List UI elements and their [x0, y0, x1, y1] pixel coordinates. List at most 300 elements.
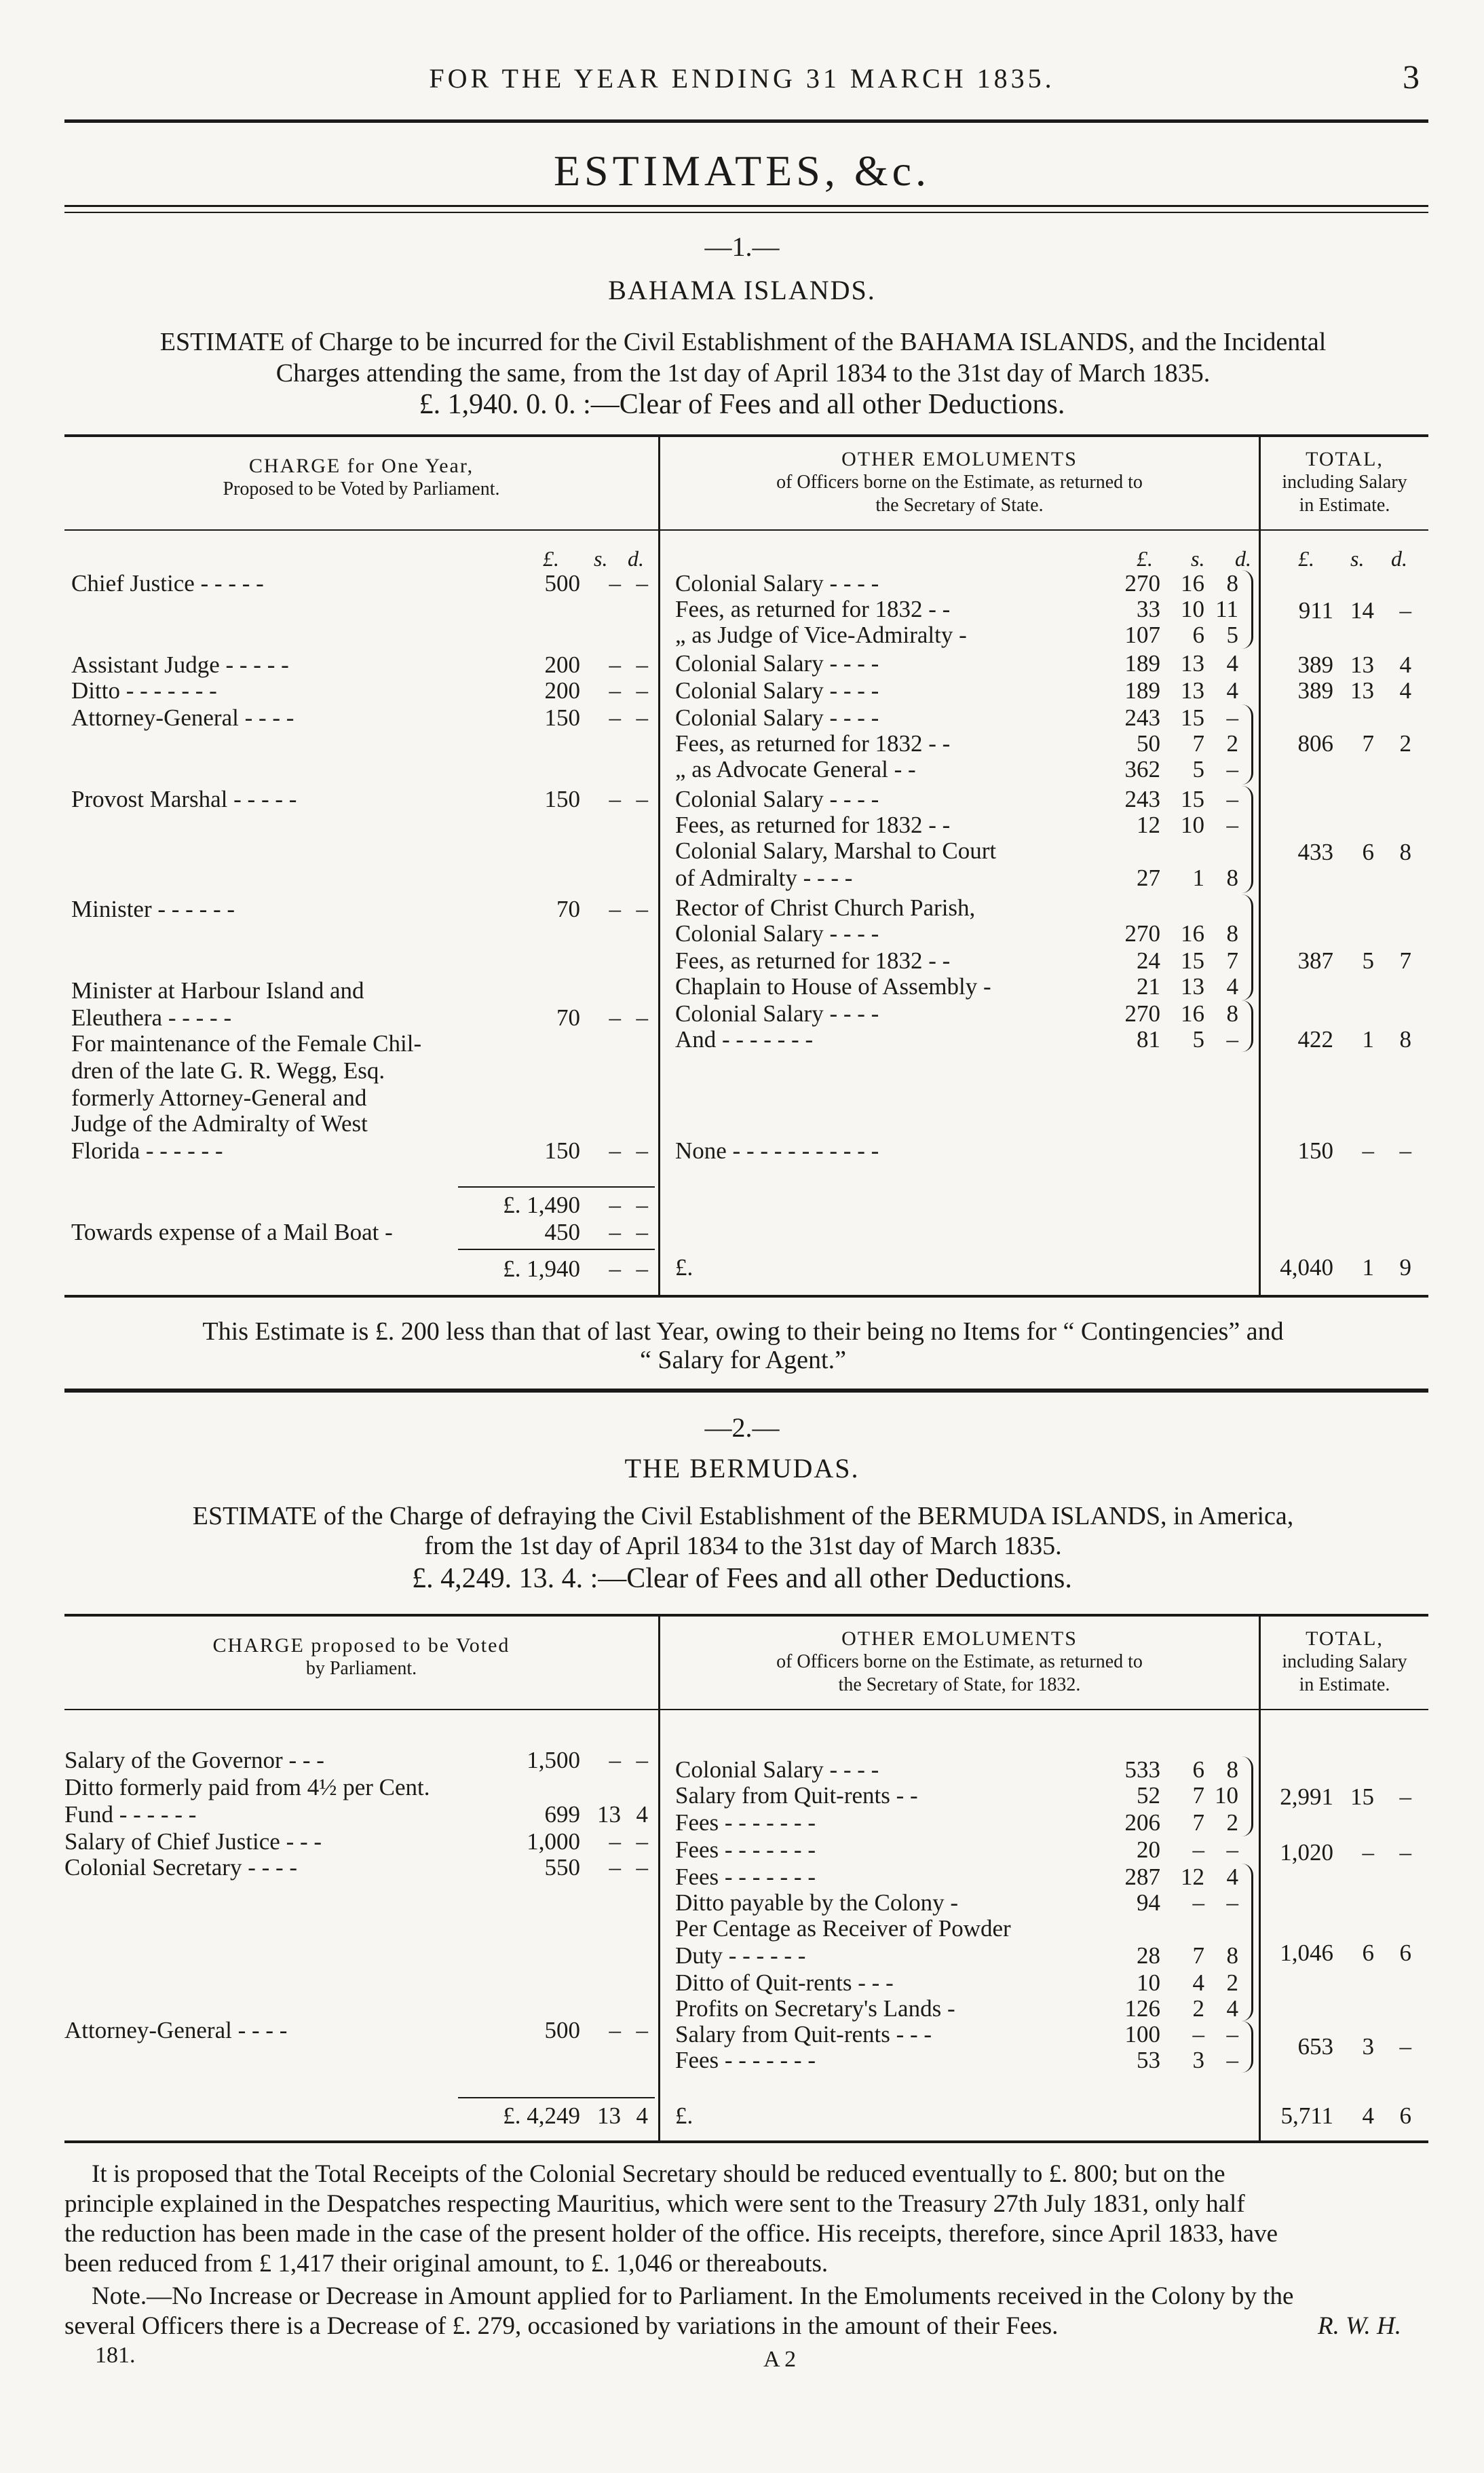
- shillings-value: –: [609, 1747, 621, 1773]
- pounds-value: 550: [544, 1854, 580, 1881]
- section-1-note-1: This Estimate is £. 200 less than that of last Year, owing to their being no Items for “ Contingencies” and: [202, 1317, 1284, 1346]
- header-line: in Estimate.: [1299, 1674, 1390, 1695]
- pence-value: –: [636, 570, 648, 597]
- shillings-value: 13: [597, 2102, 621, 2129]
- mid-row-label: Fees, as returned for 1832 - -: [675, 730, 951, 757]
- left-row-label: Attorney-General - - - -: [64, 2017, 288, 2043]
- total-pence: 4: [1399, 677, 1411, 704]
- pound-head: £.: [1298, 546, 1314, 571]
- paragraph-line: been reduced from £ 1,417 their original amount, to £. 1,046 or thereabouts.: [64, 2250, 829, 2278]
- shillings-value: –: [609, 1137, 621, 1164]
- total-pence: 2: [1399, 730, 1411, 757]
- total-pence: –: [1399, 1137, 1411, 1164]
- section-1-estimate-line-1: ESTIMATE of Charge to be incurred for the Civil Establishment of the BAHAMA ISLANDS, and the Incidental: [159, 328, 1327, 356]
- pounds-value: 50: [1137, 730, 1160, 757]
- pence-value: –: [636, 1854, 648, 1881]
- pounds-value: 206: [1124, 1809, 1160, 1836]
- total-pence: 4: [1399, 652, 1411, 678]
- pence-value: –: [1226, 2021, 1238, 2047]
- total-pounds: 911: [1298, 597, 1333, 624]
- shillings-value: 7: [1192, 1809, 1204, 1836]
- pence-value: 8: [1226, 865, 1238, 891]
- pounds-value: 150: [544, 1137, 580, 1164]
- mid-row-label: of Admiralty - - - -: [675, 865, 853, 891]
- mid-row-label: And - - - - - - -: [675, 1026, 814, 1053]
- shillings-value: 7: [1192, 1782, 1204, 1809]
- shillings-value: 4: [1192, 1969, 1204, 1996]
- left-row-label: Salary of Chief Justice - - -: [64, 1828, 322, 1855]
- pence-value: 4: [1226, 677, 1238, 704]
- pounds-value: 28: [1137, 1942, 1160, 1969]
- pence-value: –: [636, 896, 648, 922]
- shillings-value: –: [1192, 2021, 1204, 2047]
- pounds-value: 450: [544, 1219, 580, 1245]
- total-pounds: 1,046: [1280, 1940, 1333, 1966]
- pounds-value: 10: [1137, 1969, 1160, 1996]
- pence-value: –: [1226, 2047, 1238, 2073]
- pence-value: 2: [1226, 1809, 1238, 1836]
- pence-head: d.: [1391, 546, 1407, 571]
- pence-value: –: [636, 677, 648, 704]
- shillings-value: 13: [597, 1801, 621, 1828]
- brace: [1242, 1864, 1253, 2021]
- total-pounds: 422: [1297, 1026, 1333, 1053]
- pounds-value: 1,000: [527, 1828, 580, 1855]
- mid-row-label: Colonial Salary, Marshal to Court: [675, 837, 997, 864]
- total-shillings: 13: [1350, 677, 1374, 704]
- pounds-value: 107: [1124, 622, 1160, 648]
- pence-value: –: [1226, 812, 1238, 838]
- shillings-value: –: [609, 1256, 621, 1282]
- pence-value: –: [1226, 1836, 1238, 1863]
- pence-value: 2: [1226, 730, 1238, 757]
- total-pence: 8: [1399, 839, 1411, 865]
- other-header: [660, 448, 1259, 517]
- total-shillings: 5: [1362, 947, 1374, 974]
- mid-row-label: Colonial Salary - - - -: [675, 704, 879, 731]
- sum-rule: [458, 1186, 655, 1188]
- header-line: CHARGE for One Year,: [248, 455, 474, 477]
- shillings-value: –: [609, 1192, 621, 1218]
- header-line: OTHER EMOLUMENTS: [841, 1627, 1078, 1650]
- left-row-label: Ditto formerly paid from 4½ per Cent.: [64, 1774, 430, 1800]
- pounds-value: 27: [1137, 865, 1160, 891]
- pounds-value: £. 1,490: [503, 1192, 580, 1218]
- pounds-value: 287: [1124, 1864, 1160, 1890]
- header-line: in Estimate.: [1299, 495, 1390, 516]
- total-shillings: 4: [1362, 2102, 1374, 2129]
- mid-row-label: £.: [675, 1254, 693, 1281]
- shillings-value: –: [1192, 1889, 1204, 1916]
- pence-value: –: [1226, 786, 1238, 812]
- pounds-value: 150: [544, 786, 580, 812]
- paragraph-line: It is proposed that the Total Receipts of the Colonial Secretary should be reduced eventually to £. 800; but on the: [92, 2160, 1225, 2188]
- pounds-value: 189: [1124, 650, 1160, 677]
- pence-value: 4: [636, 2102, 648, 2129]
- sum-rule: [458, 1249, 655, 1250]
- pence-value: –: [636, 1219, 648, 1245]
- section-2-estimate-line-1: ESTIMATE of the Charge of defraying the Civil Establishment of the BERMUDA ISLANDS, in America,: [192, 1502, 1294, 1530]
- shilling-head: s.: [1191, 546, 1205, 571]
- total-shillings: 6: [1362, 839, 1374, 865]
- mid-row-label: Duty - - - - - -: [675, 1942, 806, 1969]
- header-rule: [64, 529, 1428, 531]
- running-title: FOR THE YEAR ENDING 31 MARCH 1835.: [429, 63, 1055, 94]
- mid-row-label: „ as Judge of Vice-Admiralty -: [675, 622, 967, 648]
- shillings-value: –: [609, 2017, 621, 2043]
- total-pence: –: [1399, 1839, 1411, 1866]
- shillings-value: 13: [1181, 650, 1204, 677]
- left-row-label: Salary of the Governor - - -: [64, 1747, 324, 1773]
- total-shillings: 1: [1362, 1026, 1374, 1053]
- pence-value: 11: [1215, 596, 1238, 622]
- shillings-value: –: [609, 1004, 621, 1031]
- pence-value: 5: [1226, 622, 1238, 648]
- total-pounds: 150: [1297, 1137, 1333, 1164]
- header-rule: [64, 1709, 1428, 1710]
- table-top-rule: [64, 1614, 1428, 1617]
- page-title: ESTIMATES, &c.: [553, 147, 931, 195]
- left-row-label: Minister at Harbour Island and: [71, 977, 364, 1004]
- pounds-value: 70: [556, 896, 580, 922]
- shillings-value: –: [609, 786, 621, 812]
- pence-value: –: [636, 2017, 648, 2043]
- mid-row-label: Fees - - - - - - -: [675, 2047, 816, 2073]
- header-line: of Officers borne on the Estimate, as returned to: [776, 1651, 1143, 1672]
- pence-value: 4: [1226, 1995, 1238, 2022]
- total-shillings: 15: [1350, 1783, 1374, 1810]
- pence-value: –: [636, 1004, 648, 1031]
- column-divider: [658, 434, 660, 1298]
- left-row-label: Colonial Secretary - - - -: [64, 1854, 298, 1881]
- total-pounds: 2,991: [1280, 1783, 1333, 1810]
- mid-row-label: None - - - - - - - - - - -: [675, 1137, 879, 1164]
- shillings-value: 10: [1181, 812, 1204, 838]
- header-line: by Parliament.: [305, 1658, 417, 1679]
- mid-row-label: Colonial Salary - - - -: [675, 570, 879, 597]
- shillings-value: –: [609, 677, 621, 704]
- table-bottom-rule: [64, 2140, 1428, 2143]
- mid-row-label: Ditto payable by the Colony -: [675, 1889, 959, 1916]
- shillings-value: –: [609, 896, 621, 922]
- total-pounds: 806: [1297, 730, 1333, 757]
- total-shillings: 14: [1350, 597, 1374, 624]
- shillings-value: 15: [1181, 704, 1204, 731]
- pence-value: 8: [1226, 1942, 1238, 1969]
- pence-value: –: [1226, 704, 1238, 731]
- shillings-value: 2: [1192, 1995, 1204, 2022]
- total-pounds: 389: [1297, 652, 1333, 678]
- total-pounds: 389: [1297, 677, 1333, 704]
- pence-head: d.: [628, 546, 644, 571]
- header-line: OTHER EMOLUMENTS: [841, 448, 1078, 470]
- pounds-value: 500: [544, 570, 580, 597]
- pence-value: –: [1226, 756, 1238, 782]
- pence-value: 4: [1226, 650, 1238, 677]
- pounds-value: 21: [1137, 973, 1160, 1000]
- shillings-value: 6: [1192, 1756, 1204, 1783]
- pounds-value: 270: [1124, 570, 1160, 597]
- left-row-label: Fund - - - - - -: [64, 1801, 197, 1828]
- charge-header: [64, 1634, 658, 1680]
- pounds-value: 500: [544, 2017, 580, 2043]
- mid-row-label: Fees, as returned for 1832 - -: [675, 596, 951, 622]
- brace: [1242, 786, 1253, 893]
- pence-value: 8: [1226, 920, 1238, 947]
- left-row-label: Eleuthera - - - - -: [71, 1004, 232, 1031]
- title-rule-2: [64, 212, 1428, 213]
- section-1-note-2: “ Salary for Agent.”: [640, 1346, 846, 1374]
- shilling-head: s.: [1350, 546, 1365, 571]
- section-1-region: BAHAMA ISLANDS.: [608, 275, 876, 305]
- pence-value: –: [636, 1137, 648, 1164]
- pounds-value: 24: [1137, 947, 1160, 974]
- left-row-label: Towards expense of a Mail Boat -: [71, 1219, 393, 1245]
- shillings-value: 16: [1181, 570, 1204, 597]
- section-2-table: [64, 1614, 1428, 2150]
- total-shillings: 1: [1362, 1254, 1374, 1281]
- total-pounds: 433: [1297, 839, 1333, 865]
- mid-row-label: „ as Advocate General - -: [675, 756, 916, 782]
- shillings-value: 5: [1192, 1026, 1204, 1053]
- sum-rule: [458, 2097, 655, 2098]
- mid-row-label: Salary from Quit-rents - - -: [675, 2021, 932, 2047]
- pounds-value: 200: [544, 652, 580, 678]
- section-2-number: —2.—: [704, 1412, 780, 1443]
- pounds-value: 243: [1124, 704, 1160, 731]
- left-row-label: Provost Marshal - - - - -: [71, 786, 297, 812]
- mid-row-label: Salary from Quit-rents - -: [675, 1782, 918, 1809]
- mid-row-label: Fees - - - - - - -: [675, 1864, 816, 1890]
- pence-value: 8: [1226, 1000, 1238, 1027]
- header-line: CHARGE proposed to be Voted: [212, 1634, 510, 1657]
- total-shillings: –: [1362, 1839, 1374, 1866]
- total-shillings: 3: [1362, 2033, 1374, 2060]
- header-rule: [64, 119, 1428, 123]
- header-line: the Secretary of State, for 1832.: [838, 1674, 1081, 1695]
- header-line: including Salary: [1282, 472, 1407, 493]
- pounds-value: 20: [1137, 1836, 1160, 1863]
- pounds-value: 53: [1137, 2047, 1160, 2073]
- shillings-value: 13: [1181, 677, 1204, 704]
- paragraph-line: the reduction has been made in the case of the present holder of the office. His receipts, therefore, since April 1833, have: [64, 2220, 1278, 2248]
- pence-value: 8: [1226, 1756, 1238, 1783]
- section-1-sum: £. 1,940. 0. 0. :—Clear of Fees and all other Deductions.: [419, 389, 1065, 420]
- footer-left: 181.: [95, 2343, 136, 2368]
- mid-row-label: Colonial Salary - - - -: [675, 1000, 879, 1027]
- pence-value: 7: [1226, 947, 1238, 974]
- left-row-label: For maintenance of the Female Chil-: [71, 1030, 422, 1057]
- pounds-value: 270: [1124, 920, 1160, 947]
- table-bottom-rule: [64, 1295, 1428, 1298]
- shillings-value: 6: [1192, 622, 1204, 648]
- mid-row-label: Fees - - - - - - -: [675, 1836, 816, 1863]
- total-pence: 6: [1399, 1940, 1411, 1966]
- header-line: TOTAL,: [1306, 448, 1384, 470]
- pence-value: –: [636, 652, 648, 678]
- pence-value: –: [636, 1192, 648, 1218]
- pounds-value: 699: [544, 1801, 580, 1828]
- left-row-label: Assistant Judge - - - - -: [71, 652, 289, 678]
- mid-row-label: Fees, as returned for 1832 - -: [675, 947, 951, 974]
- shillings-value: 16: [1181, 1000, 1204, 1027]
- pounds-value: 81: [1137, 1026, 1160, 1053]
- pence-value: 8: [1226, 570, 1238, 597]
- pounds-value: 100: [1124, 2021, 1160, 2047]
- pounds-value: 533: [1124, 1756, 1160, 1783]
- shillings-value: –: [609, 1828, 621, 1855]
- note-line-wrap: [64, 2311, 1428, 2341]
- shillings-value: 16: [1181, 920, 1204, 947]
- mid-row-label: Rector of Christ Church Parish,: [675, 894, 976, 921]
- total-header: [1261, 448, 1428, 517]
- header-line: Proposed to be Voted by Parliament.: [223, 478, 500, 499]
- pounds-value: 70: [556, 1004, 580, 1031]
- shillings-value: 12: [1181, 1864, 1204, 1890]
- header-line: of Officers borne on the Estimate, as returned to: [776, 472, 1143, 493]
- section-rule: [64, 1389, 1428, 1393]
- column-divider: [1259, 434, 1261, 1298]
- shillings-value: –: [609, 570, 621, 597]
- shillings-value: 1: [1192, 865, 1204, 891]
- section-2-region: THE BERMUDAS.: [624, 1453, 860, 1484]
- page-number: 3: [1403, 58, 1420, 96]
- pounds-value: 189: [1124, 677, 1160, 704]
- brace: [1242, 1756, 1253, 1836]
- total-pounds: 4,040: [1280, 1254, 1333, 1281]
- pounds-value: 12: [1137, 812, 1160, 838]
- left-row-label: Minister - - - - - -: [71, 896, 235, 922]
- total-pence: 8: [1399, 1026, 1411, 1053]
- total-pence: –: [1399, 1783, 1411, 1810]
- shillings-value: 13: [1181, 973, 1204, 1000]
- left-row-label: Judge of the Admiralty of West: [71, 1110, 368, 1137]
- left-row-label: Chief Justice - - - - -: [71, 570, 264, 597]
- other-header: [660, 1627, 1259, 1697]
- note-line: Note.—No Increase or Decrease in Amount applied for to Parliament. In the Emoluments received in the Colony by the: [92, 2282, 1294, 2310]
- pence-value: –: [636, 786, 648, 812]
- shillings-value: 7: [1192, 730, 1204, 757]
- pence-value: 4: [1226, 1864, 1238, 1890]
- pounds-value: 243: [1124, 786, 1160, 812]
- brace: [1242, 570, 1253, 649]
- total-shillings: 7: [1362, 730, 1374, 757]
- total-pounds: 653: [1297, 2033, 1333, 2060]
- shillings-value: 7: [1192, 1942, 1204, 1969]
- pence-value: –: [636, 1828, 648, 1855]
- pence-value: 4: [1226, 973, 1238, 1000]
- paragraph-line: principle explained in the Despatches respecting Mauritius, which were sent to the Treasury 27th July 1831, only half: [64, 2190, 1245, 2218]
- shillings-value: –: [609, 1854, 621, 1881]
- running-header: [0, 58, 1484, 103]
- pence-value: –: [636, 1256, 648, 1282]
- pence-value: 10: [1215, 1782, 1238, 1809]
- shillings-value: –: [609, 1219, 621, 1245]
- left-row-label: Ditto - - - - - - -: [71, 677, 217, 704]
- mid-row-label: Colonial Salary - - - -: [675, 650, 879, 677]
- total-pence: 7: [1399, 947, 1411, 974]
- header-line: the Secretary of State.: [875, 495, 1044, 516]
- total-pounds: 5,711: [1280, 2102, 1333, 2129]
- shilling-head: s.: [594, 546, 608, 571]
- brace: [1242, 2021, 1253, 2073]
- mid-row-label: Profits on Secretary's Lands -: [675, 1995, 955, 2022]
- pence-value: –: [1226, 1026, 1238, 1053]
- total-pounds: 1,020: [1280, 1839, 1333, 1866]
- pounds-value: 1,500: [527, 1747, 580, 1773]
- pounds-value: 270: [1124, 1000, 1160, 1027]
- shillings-value: –: [609, 652, 621, 678]
- pounds-value: 52: [1137, 1782, 1160, 1809]
- total-pence: –: [1399, 2033, 1411, 2060]
- section-2-estimate-line-2: from the 1st day of April 1834 to the 31st day of March 1835.: [424, 1532, 1062, 1560]
- shillings-value: –: [1192, 1836, 1204, 1863]
- brace: [1242, 1000, 1253, 1052]
- mid-row-label: Colonial Salary - - - -: [675, 1756, 879, 1783]
- pence-value: –: [636, 1747, 648, 1773]
- pounds-value: 200: [544, 677, 580, 704]
- header-line: TOTAL,: [1306, 1627, 1384, 1650]
- mid-row-label: Fees - - - - - - -: [675, 1809, 816, 1836]
- section-2-note: [64, 2282, 1428, 2341]
- title-rule-1: [64, 205, 1428, 207]
- mid-row-label: Ditto of Quit-rents - - -: [675, 1969, 894, 1996]
- left-row-label: formerly Attorney-General and: [71, 1084, 367, 1111]
- total-shillings: 13: [1350, 652, 1374, 678]
- pounds-value: £. 4,249: [503, 2102, 580, 2129]
- charge-header: [64, 455, 658, 501]
- note-line: several Officers there is a Decrease of £. 279, occasioned by variations in the amount of their Fees.: [64, 2312, 1059, 2340]
- mid-row-label: Fees, as returned for 1832 - -: [675, 812, 951, 838]
- pounds-value: 126: [1124, 1995, 1160, 2022]
- total-header: [1261, 1627, 1428, 1697]
- total-pence: 9: [1399, 1254, 1411, 1281]
- pence-head: d.: [1235, 546, 1251, 571]
- section-1-estimate-line-2: Charges attending the same, from the 1st day of April 1834 to the 31st day of March 1835.: [275, 359, 1211, 388]
- total-shillings: 6: [1362, 1940, 1374, 1966]
- shillings-value: 3: [1192, 2047, 1204, 2073]
- section-1-table: [64, 434, 1428, 1306]
- pounds-value: 150: [544, 704, 580, 731]
- pence-value: –: [636, 704, 648, 731]
- brace: [1242, 704, 1253, 785]
- signature-mark: A 2: [763, 2347, 797, 2372]
- table-top-rule: [64, 434, 1428, 437]
- mid-row-label: Per Centage as Receiver of Powder: [675, 1915, 1011, 1942]
- section-2-paragraph-1: [64, 2159, 1428, 2279]
- pound-head: £.: [1137, 546, 1153, 571]
- mid-row-label: Colonial Salary - - - -: [675, 677, 879, 704]
- brace: [1242, 894, 1253, 1000]
- pounds-value: £. 1,940: [503, 1256, 580, 1282]
- pound-head: £.: [543, 546, 559, 571]
- pounds-value: 33: [1137, 596, 1160, 622]
- mid-row-label: £.: [675, 2102, 693, 2129]
- mid-row-label: Colonial Salary - - - -: [675, 786, 879, 812]
- total-pounds: 387: [1297, 947, 1333, 974]
- total-pence: 6: [1399, 2102, 1411, 2129]
- shillings-value: 10: [1181, 596, 1204, 622]
- shillings-value: –: [609, 704, 621, 731]
- left-row-label: Attorney-General - - - -: [71, 704, 294, 731]
- pounds-value: 94: [1137, 1889, 1160, 1916]
- mid-row-label: Colonial Salary - - - -: [675, 920, 879, 947]
- shillings-value: 15: [1181, 947, 1204, 974]
- total-shillings: –: [1362, 1137, 1374, 1164]
- pence-value: 2: [1226, 1969, 1238, 1996]
- pounds-value: 362: [1124, 756, 1160, 782]
- shillings-value: 5: [1192, 756, 1204, 782]
